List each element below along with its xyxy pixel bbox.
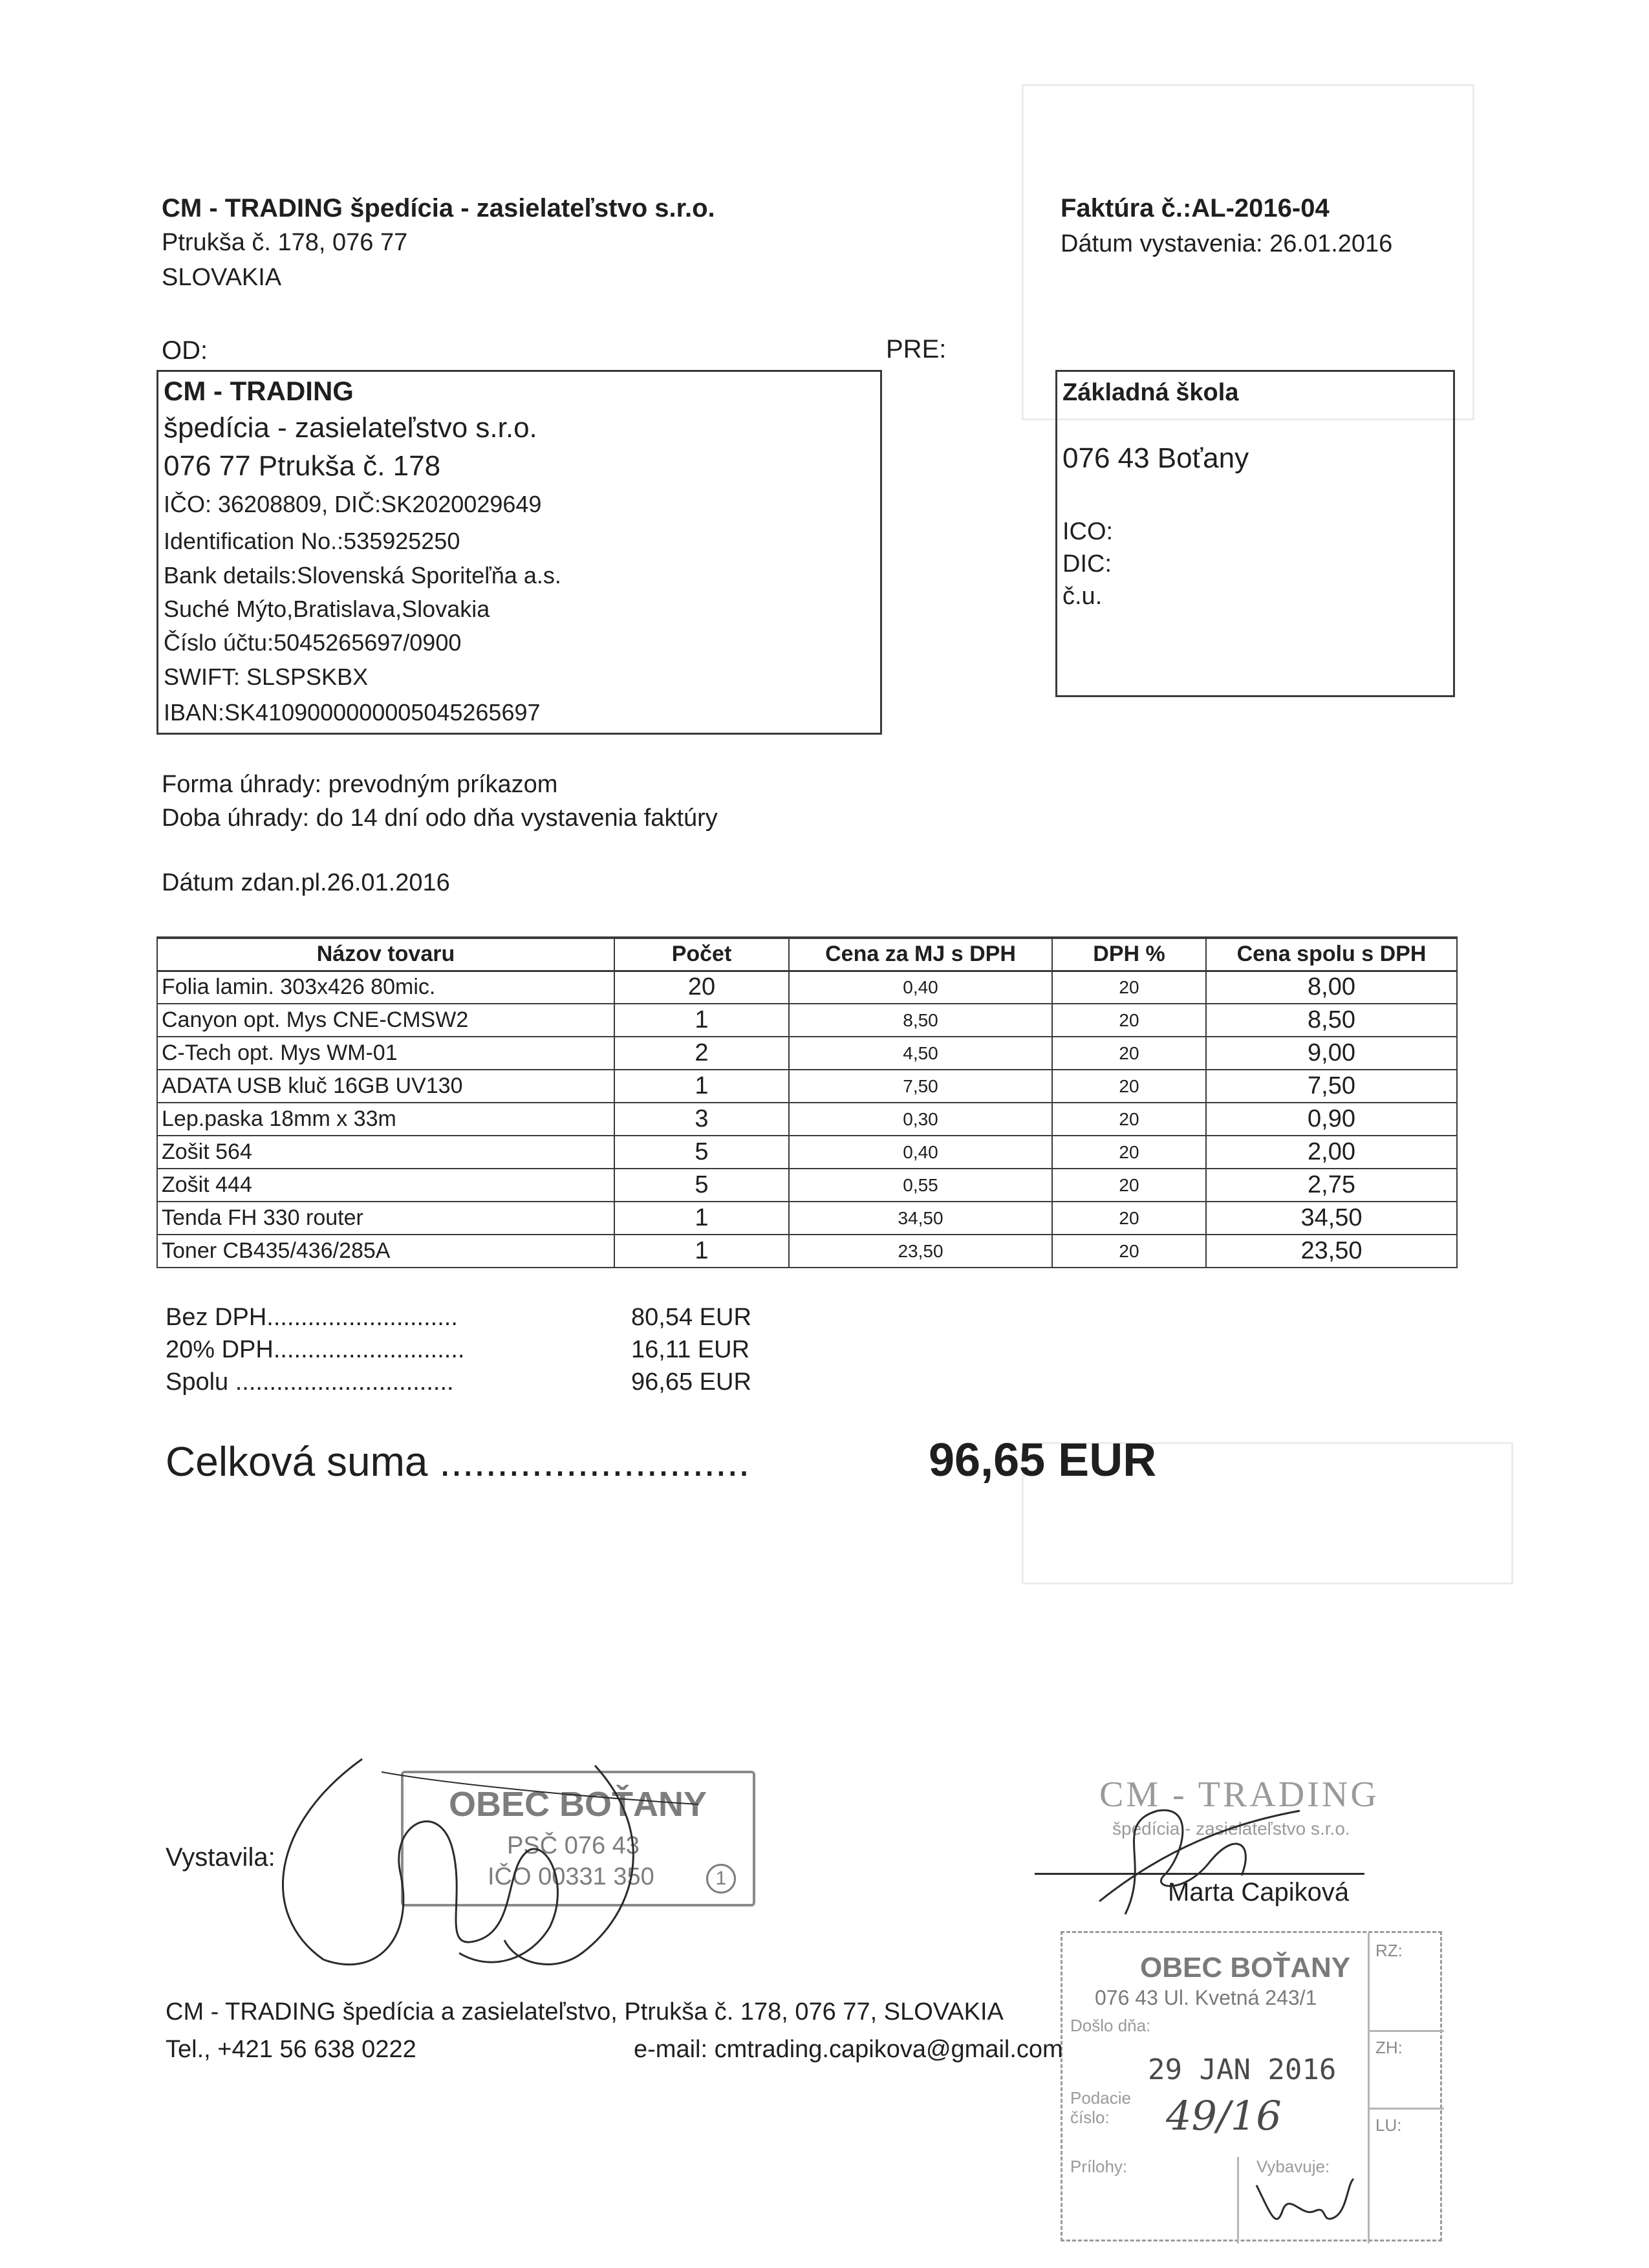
footer-phone: Tel., +421 56 638 0222 <box>166 2036 416 2063</box>
item-vat-rate: 20 <box>1052 1136 1206 1169</box>
item-vat-rate: 20 <box>1052 1202 1206 1235</box>
subtotal-label: Bez DPH............................ <box>166 1304 458 1331</box>
municipality-stamp-ico: IČO 00331 350 <box>488 1863 654 1890</box>
table-row <box>157 1202 1457 1235</box>
item-unit-price: 8,50 <box>789 1004 1052 1037</box>
supplier-iban: IBAN:SK4109000000005045265697 <box>164 699 541 726</box>
item-quantity: 5 <box>614 1136 789 1169</box>
item-unit-price: 4,50 <box>789 1037 1052 1070</box>
company-stamp-title: CM - TRADING <box>1099 1775 1379 1815</box>
table-row <box>157 1169 1457 1202</box>
item-unit-price: 23,50 <box>789 1235 1052 1268</box>
registry-number-label: Podacie číslo: <box>1070 2088 1131 2127</box>
table-row <box>157 1235 1457 1268</box>
registry-handler-label: Vybavuje: <box>1256 2157 1330 2176</box>
municipality-stamp-number: 1 <box>706 1864 736 1894</box>
supplier-type: špedícia - zasielateľstvo s.r.o. <box>164 412 537 444</box>
item-vat-rate: 20 <box>1052 1169 1206 1202</box>
invoice-number: Faktúra č.:AL-2016-04 <box>1061 194 1330 222</box>
registry-stamp <box>1061 1931 1442 2241</box>
item-total: 2,75 <box>1206 1169 1457 1202</box>
supplier-address: 076 77 Ptrukša č. 178 <box>164 450 441 482</box>
supplier-identification: Identification No.:535925250 <box>164 528 460 554</box>
item-unit-price: 0,40 <box>789 1136 1052 1169</box>
item-vat-rate: 20 <box>1052 1235 1206 1268</box>
customer-name: Základná škola <box>1062 379 1239 406</box>
col-header-quantity: Počet <box>614 938 789 971</box>
vat-value: 16,11 EUR <box>631 1336 750 1363</box>
municipality-stamp-psc: PSČ 076 43 <box>507 1832 640 1859</box>
item-name: Zošit 444 <box>157 1169 614 1202</box>
item-total: 2,00 <box>1206 1136 1457 1169</box>
registry-received-date: 29 JAN 2016 <box>1148 2053 1337 2086</box>
table-row <box>157 1103 1457 1136</box>
item-total: 8,00 <box>1206 971 1457 1004</box>
item-name: Zošit 564 <box>157 1136 614 1169</box>
footer-email: e-mail: cmtrading.capikova@gmail.com <box>634 2036 1063 2063</box>
signatory-name: Marta Capiková <box>1168 1878 1350 1906</box>
registry-handler-signature <box>1250 2172 1360 2237</box>
item-quantity: 1 <box>614 1070 789 1103</box>
item-name: Toner CB435/436/285A <box>157 1235 614 1268</box>
to-label: PRE: <box>886 335 947 363</box>
payment-method: Forma úhrady: prevodným príkazom <box>162 771 558 798</box>
col-header-name: Názov tovaru <box>157 938 614 971</box>
grand-total-value: 96,65 EUR <box>929 1434 1157 1486</box>
col-header-vat-rate: DPH % <box>1052 938 1206 971</box>
item-unit-price: 34,50 <box>789 1202 1052 1235</box>
registry-rz: RZ: <box>1375 1941 1403 1960</box>
item-quantity: 1 <box>614 1235 789 1268</box>
item-unit-price: 0,55 <box>789 1169 1052 1202</box>
items-table <box>156 936 1458 1268</box>
customer-account: č.u. <box>1062 583 1103 610</box>
registry-lu: LU: <box>1375 2115 1402 2135</box>
table-row <box>157 1136 1457 1169</box>
registry-received-label: Došlo dňa: <box>1070 2016 1151 2035</box>
subtotal-value: 80,54 EUR <box>631 1304 751 1331</box>
item-name: Folia lamin. 303x426 80mic. <box>157 971 614 1004</box>
company-stamp-subtitle: špedícia - zasielateľstvo s.r.o. <box>1112 1819 1350 1839</box>
company-name: CM - TRADING špedícia - zasielateľstvo s.r.o. <box>162 194 715 222</box>
company-address: Ptrukša č. 178, 076 77 <box>162 229 408 256</box>
item-name: C-Tech opt. Mys WM-01 <box>157 1037 614 1070</box>
sum-label: Spolu ................................ <box>166 1368 454 1396</box>
supplier-account: Číslo účtu:5045265697/0900 <box>164 629 462 656</box>
supplier-swift: SWIFT: SLSPSKBX <box>164 664 369 690</box>
vat-label: 20% DPH............................ <box>166 1336 465 1363</box>
item-name: Tenda FH 330 router <box>157 1202 614 1235</box>
customer-box <box>1055 370 1455 697</box>
registry-attachments-label: Prílohy: <box>1070 2157 1128 2176</box>
item-quantity: 2 <box>614 1037 789 1070</box>
table-row <box>157 1070 1457 1103</box>
item-name: Canyon opt. Mys CNE-CMSW2 <box>157 1004 614 1037</box>
table-row <box>157 1004 1457 1037</box>
item-vat-rate: 20 <box>1052 1037 1206 1070</box>
issuer-signature <box>246 1746 737 1979</box>
table-row <box>157 1037 1457 1070</box>
item-unit-price: 7,50 <box>789 1070 1052 1103</box>
footer-company: CM - TRADING špedícia a zasielateľstvo, Ptrukša č. 178, 076 77, SLOVAKIA <box>166 1998 1004 2025</box>
item-total: 0,90 <box>1206 1103 1457 1136</box>
item-total: 34,50 <box>1206 1202 1457 1235</box>
table-header-row <box>157 938 1457 971</box>
item-name: Lep.paska 18mm x 33m <box>157 1103 614 1136</box>
customer-ico: ICO: <box>1062 518 1114 545</box>
customer-dic: DIC: <box>1062 550 1112 578</box>
company-country: SLOVAKIA <box>162 264 282 291</box>
registry-zh: ZH: <box>1375 2038 1403 2057</box>
col-header-unit-price: Cena za MJ s DPH <box>789 938 1052 971</box>
item-quantity: 1 <box>614 1004 789 1037</box>
item-total: 9,00 <box>1206 1037 1457 1070</box>
item-total: 7,50 <box>1206 1070 1457 1103</box>
table-row <box>157 971 1457 1004</box>
item-vat-rate: 20 <box>1052 1004 1206 1037</box>
item-unit-price: 0,30 <box>789 1103 1052 1136</box>
grand-total-label: Celková suma ........................... <box>166 1438 750 1485</box>
item-quantity: 20 <box>614 971 789 1004</box>
registry-stamp-title: OBEC BOŤANY <box>1140 1952 1351 1983</box>
issue-date: Dátum vystavenia: 26.01.2016 <box>1061 230 1393 257</box>
supplier-bank-city: Suché Mýto,Bratislava,Slovakia <box>164 596 490 622</box>
col-header-total: Cena spolu s DPH <box>1206 938 1457 971</box>
payment-term: Doba úhrady: do 14 dní odo dňa vystavenia faktúry <box>162 805 718 832</box>
item-vat-rate: 20 <box>1052 1070 1206 1103</box>
item-name: ADATA USB kluč 16GB UV130 <box>157 1070 614 1103</box>
item-quantity: 5 <box>614 1169 789 1202</box>
issued-by-label: Vystavila: <box>166 1843 275 1872</box>
from-label: OD: <box>162 336 208 365</box>
supplier-bank: Bank details:Slovenská Sporiteľňa a.s. <box>164 562 561 589</box>
item-total: 8,50 <box>1206 1004 1457 1037</box>
supplier-ico-dic: IČO: 36208809, DIČ:SK2020029649 <box>164 491 542 517</box>
item-vat-rate: 20 <box>1052 971 1206 1004</box>
tax-date: Dátum zdan.pl.26.01.2016 <box>162 869 450 896</box>
registry-number: 49/16 <box>1166 2092 1282 2139</box>
item-unit-price: 0,40 <box>789 971 1052 1004</box>
supplier-box <box>156 370 882 735</box>
supplier-name: CM - TRADING <box>164 376 354 406</box>
customer-address: 076 43 Boťany <box>1062 442 1249 474</box>
municipality-stamp-title: OBEC BOŤANY <box>449 1785 707 1824</box>
item-vat-rate: 20 <box>1052 1103 1206 1136</box>
registry-stamp-address: 076 43 Ul. Kvetná 243/1 <box>1095 1986 1317 2009</box>
sum-value: 96,65 EUR <box>631 1368 751 1396</box>
item-quantity: 1 <box>614 1202 789 1235</box>
signatory-signature <box>1086 1785 1319 1934</box>
item-quantity: 3 <box>614 1103 789 1136</box>
item-total: 23,50 <box>1206 1235 1457 1268</box>
